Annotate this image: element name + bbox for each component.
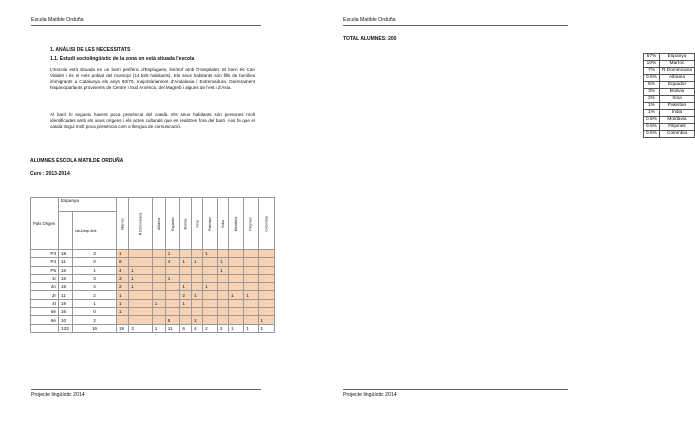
country-cell [244, 258, 258, 266]
catalonia-cell: 2 [73, 291, 117, 299]
percentage-value: 0.5% [644, 124, 660, 131]
country-cell [217, 283, 228, 291]
percentage-row [644, 117, 695, 124]
country-cell [129, 258, 153, 266]
table-row [31, 308, 275, 316]
percentage-value: 2% [644, 96, 660, 103]
country-cell: 19 [117, 324, 129, 332]
paragraph-2: Al barri hi segueix havent poca presència del català. Els seus habitants són persones molt identificades amb els seus orígens i els actes culturals que es realitzen fora del barri. Així fa que el català tingui molt poca presència com a llengua de comunicació. [50, 112, 255, 130]
country-header [192, 198, 203, 250]
country-cell: 1 [117, 291, 129, 299]
country-cell [129, 316, 153, 324]
country-cell: 5 [165, 316, 180, 324]
country-header-label: R.Dominicana [138, 212, 143, 236]
country-cell [228, 316, 243, 324]
percentage-row [644, 96, 695, 103]
grade-cell: 2n [31, 283, 59, 291]
country-cell: 2 [180, 291, 192, 299]
country-cell [165, 291, 180, 299]
country-cell [228, 250, 243, 258]
country-header [258, 198, 274, 250]
country-cell: 1 [152, 299, 165, 307]
percentage-table [643, 53, 695, 138]
country-cell [258, 274, 274, 282]
spain-total-cell: 11 [59, 258, 73, 266]
table-row [31, 250, 275, 258]
country-cell [217, 316, 228, 324]
country-cell [192, 308, 203, 316]
country-cell [217, 250, 228, 258]
country-cell: 1 [258, 324, 274, 332]
country-name: Pakistan [659, 103, 694, 110]
catalonia-cell: 2 [73, 316, 117, 324]
country-cell: 1 [152, 324, 165, 332]
country-cell: 1 [165, 274, 180, 282]
percentage-value: 10% [644, 61, 660, 68]
country-cell [152, 308, 165, 316]
country-cell [192, 250, 203, 258]
country-cell [203, 258, 218, 266]
grade-cell: P4 [31, 258, 59, 266]
spain-total-cell: 16 [59, 266, 73, 274]
country-header [165, 198, 180, 250]
country-cell [165, 283, 180, 291]
country-name: Albània [659, 75, 694, 82]
country-cell [152, 274, 165, 282]
country-cell: 2 [217, 324, 228, 332]
left-footer-rule [31, 389, 261, 390]
country-name: Marroc [659, 61, 694, 68]
table-row [31, 258, 275, 266]
country-cell [152, 258, 165, 266]
country-cell [180, 308, 192, 316]
percentage-row [644, 89, 695, 96]
country-cell [165, 299, 180, 307]
country-cell [180, 274, 192, 282]
country-cell [192, 274, 203, 282]
catalonia-cell: 16 [73, 324, 117, 332]
country-cell: 2 [203, 324, 218, 332]
country-cell: 2 [117, 283, 129, 291]
country-cell [258, 291, 274, 299]
country-name: Equador [659, 82, 694, 89]
table-row [31, 316, 275, 324]
percentage-value: 3% [644, 89, 660, 96]
country-cell [129, 299, 153, 307]
country-cell [203, 274, 218, 282]
grade-cell: 3r [31, 291, 59, 299]
country-cell [244, 283, 258, 291]
country-header-label: Bolívia [183, 218, 188, 230]
country-cell: 4 [117, 266, 129, 274]
country-cell: 1 [129, 266, 153, 274]
country-cell [180, 266, 192, 274]
country-cell: 1 [217, 266, 228, 274]
country-cell [203, 291, 218, 299]
left-page-footer: Projecte lingüístic 2014 [31, 392, 85, 398]
country-cell [244, 266, 258, 274]
country-cell: 1 [203, 250, 218, 258]
country-cell [228, 299, 243, 307]
country-cell [203, 316, 218, 324]
country-header-label: Albània [156, 218, 161, 230]
country-cell: 1 [228, 324, 243, 332]
paragraph-1: L'Escola està situada en un barri perifèric d'Esplugues, limítrof amb l'Hospitalet. El barri és Can Vidalet i és el més poblat del municipi (14.526 habitants). Els seus habitants són fills de famílies immigrants a Catalunya els anys 60/70, majoritàriament d'Andalusia i Extremadura. Darrerament hispanoparlants provinents de Centre i Sud Amèrica, del Magreb i alguns de l'est i d'Àsia. [50, 67, 255, 91]
country-cell [228, 308, 243, 316]
country-cell: 6 [117, 258, 129, 266]
percentage-row [644, 124, 695, 131]
grade-cell: P5 [31, 266, 59, 274]
country-cell: 1 [165, 250, 180, 258]
country-cell [152, 250, 165, 258]
country-cell [192, 283, 203, 291]
percentage-value: 7% [644, 68, 660, 75]
country-header-label: Xina [195, 220, 200, 228]
country-cell: 1 [117, 308, 129, 316]
country-cell [203, 299, 218, 307]
country-cell [217, 274, 228, 282]
country-cell: 2 [192, 316, 203, 324]
spain-total-cell: 10 [59, 316, 73, 324]
country-cell [129, 308, 153, 316]
country-cell: 1 [244, 291, 258, 299]
country-cell [258, 250, 274, 258]
country-cell [228, 274, 243, 282]
students-title: ALUMNES ESCOLA MATILDE ORDUÑA [30, 158, 124, 164]
country-cell: 4 [192, 324, 203, 332]
country-header-label: Marroc [120, 218, 125, 230]
origin-header: País Origen [31, 198, 59, 250]
country-header [203, 198, 218, 250]
right-header-rule [343, 25, 568, 26]
country-cell: 1 [117, 250, 129, 258]
spain-total-cell: 19 [59, 299, 73, 307]
catalonia-cell: 4 [73, 283, 117, 291]
catalonia-cell: 1 [73, 266, 117, 274]
country-cell [117, 316, 129, 324]
country-header-label: Pakistan [208, 217, 213, 231]
percentage-row [644, 68, 695, 75]
spain-header: Espanya [59, 198, 117, 212]
country-cell [228, 258, 243, 266]
country-cell: 6 [180, 324, 192, 332]
percentage-value: 1% [644, 103, 660, 110]
country-cell [217, 291, 228, 299]
catalonia-header: cat.&resp.dels [73, 212, 117, 250]
country-header [117, 198, 129, 250]
country-name: Xina [659, 96, 694, 103]
country-cell: 1 [180, 283, 192, 291]
country-cell: 1 [192, 258, 203, 266]
country-cell [152, 291, 165, 299]
percentage-value: 67% [644, 54, 660, 61]
country-cell [165, 266, 180, 274]
country-cell [152, 316, 165, 324]
grade-cell [31, 324, 59, 332]
section-title: 1. ANÀLISI DE LES NECESSITATS [50, 47, 131, 53]
total-students-label: TOTAL ALUMNES: 200 [343, 36, 397, 42]
country-cell [129, 250, 153, 258]
country-cell [192, 299, 203, 307]
spain-total-cell: 19 [59, 250, 73, 258]
percentage-row [644, 82, 695, 89]
country-name: Colombia [659, 131, 694, 138]
country-cell [244, 250, 258, 258]
country-header [152, 198, 165, 250]
percentage-row [644, 61, 695, 68]
country-cell [217, 299, 228, 307]
percentage-value: 0.5% [644, 75, 660, 82]
totals-row [31, 324, 275, 332]
country-cell: 1 [180, 299, 192, 307]
spain-total-cell: 16 [59, 308, 73, 316]
grade-cell: 4t [31, 299, 59, 307]
catalonia-cell: 0 [73, 308, 117, 316]
catalonia-cell: 1 [73, 299, 117, 307]
country-header [129, 198, 153, 250]
right-page [300, 0, 693, 424]
country-cell [258, 299, 274, 307]
country-header [244, 198, 258, 250]
country-cell [180, 316, 192, 324]
country-cell [258, 266, 274, 274]
country-cell [228, 283, 243, 291]
country-cell: 1 [117, 299, 129, 307]
country-cell: 1 [192, 291, 203, 299]
country-cell: 1 [244, 324, 258, 332]
country-header [217, 198, 228, 250]
left-page [0, 0, 300, 424]
percentage-row [644, 110, 695, 117]
country-cell [228, 266, 243, 274]
country-cell [244, 316, 258, 324]
country-cell: 1 [217, 258, 228, 266]
country-cell: 1 [228, 291, 243, 299]
country-cell [217, 308, 228, 316]
table-row [31, 266, 275, 274]
country-cell [244, 299, 258, 307]
course-label: Curs : 2013-2014 [30, 171, 70, 177]
percentage-row [644, 75, 695, 82]
right-page-header: Escola Matilde Orduña [343, 17, 396, 23]
country-name: Moldàvia [659, 117, 694, 124]
percentage-row [644, 103, 695, 110]
subsection-title: 1.1. Estudi sociolingüístic de la zona on està situada l'escola [50, 56, 195, 62]
country-header-label: Colombia [264, 216, 269, 232]
country-header-label: Índia [220, 220, 225, 228]
country-cell [180, 250, 192, 258]
percentage-value: 0.5% [644, 117, 660, 124]
country-cell [192, 266, 203, 274]
country-header-label: Filipines [248, 217, 253, 231]
country-cell: 11 [165, 324, 180, 332]
percentage-value: 5% [644, 82, 660, 89]
left-page-header: Escola Matilde Orduña [31, 17, 84, 23]
grade-cell: P3 [31, 250, 59, 258]
country-cell: 1 [129, 283, 153, 291]
country-cell: 1 [258, 316, 274, 324]
right-footer-rule [343, 389, 568, 390]
table-row [31, 274, 275, 282]
percentage-value: 0.5% [644, 131, 660, 138]
country-name: Índia [659, 110, 694, 117]
table-row [31, 299, 275, 307]
country-cell: 1 [180, 258, 192, 266]
spain-total-cell: 133 [59, 324, 73, 332]
country-name: R.Dominicana [659, 68, 694, 75]
left-header-rule [31, 25, 261, 26]
catalonia-cell: 0 [73, 258, 117, 266]
country-header-label: Moldàvia [234, 216, 239, 232]
spain-total-cell: 15 [59, 283, 73, 291]
country-cell [258, 258, 274, 266]
catalonia-cell: 3 [73, 274, 117, 282]
percentage-row [644, 131, 695, 138]
country-name: Bolívia [659, 89, 694, 96]
students-table [30, 197, 275, 333]
country-cell [244, 308, 258, 316]
grade-cell: 1r [31, 274, 59, 282]
right-page-footer: Projecte lingüístic 2014 [343, 392, 397, 398]
country-cell [244, 274, 258, 282]
country-cell [152, 266, 165, 274]
country-header-label: Equador [170, 217, 175, 231]
grade-cell: 6è [31, 316, 59, 324]
country-name: Espanya [659, 54, 694, 61]
catalonia-cell: 3 [73, 250, 117, 258]
country-name: Filipines [659, 124, 694, 131]
table-row [31, 291, 275, 299]
country-cell: 3 [117, 274, 129, 282]
percentage-value: 1% [644, 110, 660, 117]
spain-total-cell: 11 [59, 291, 73, 299]
percentage-row [644, 54, 695, 61]
spain-total-cell: 16 [59, 274, 73, 282]
country-cell: 4 [165, 258, 180, 266]
country-cell [152, 283, 165, 291]
country-header [228, 198, 243, 250]
country-cell: 1 [129, 274, 153, 282]
country-cell [258, 283, 274, 291]
country-header [180, 198, 192, 250]
country-cell [258, 308, 274, 316]
country-cell [203, 266, 218, 274]
country-cell: 1 [203, 283, 218, 291]
country-cell [129, 291, 153, 299]
country-cell [165, 308, 180, 316]
table-row [31, 283, 275, 291]
country-cell [203, 308, 218, 316]
grade-cell: 5è [31, 308, 59, 316]
country-cell: 3 [129, 324, 153, 332]
